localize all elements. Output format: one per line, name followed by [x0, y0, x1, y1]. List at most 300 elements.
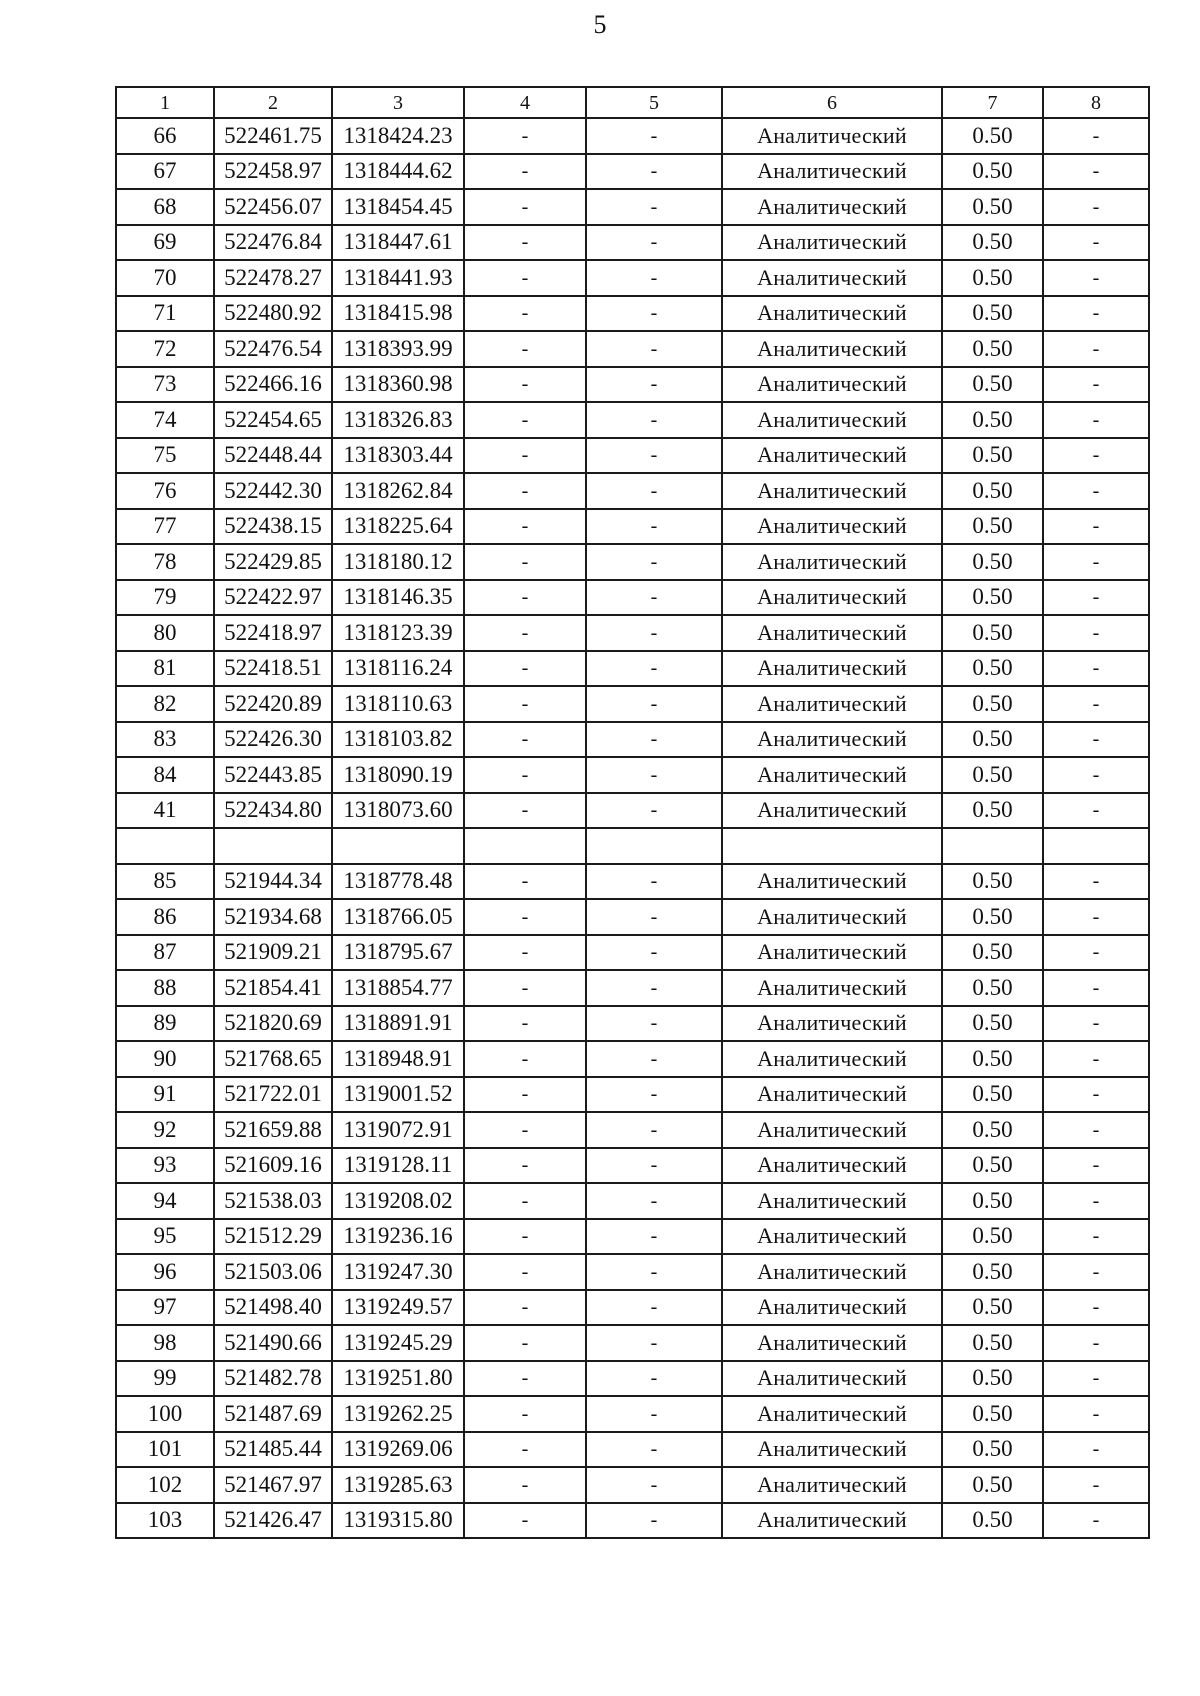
column-5-cell [586, 828, 722, 864]
method-cell: Аналитический [722, 1183, 942, 1219]
point-number-cell: 88 [116, 970, 214, 1006]
point-number-cell: 91 [116, 1077, 214, 1113]
y-coordinate-cell: 1319072.91 [332, 1112, 464, 1148]
point-number-cell: 87 [116, 935, 214, 971]
method-cell: Аналитический [722, 686, 942, 722]
table-row [116, 899, 1149, 935]
accuracy-cell: 0.50 [942, 686, 1043, 722]
x-coordinate-cell: 521426.47 [214, 1503, 332, 1539]
column-5-cell: - [586, 296, 722, 332]
column-4-cell: - [464, 615, 586, 651]
column-4-cell [464, 828, 586, 864]
table-row [116, 1467, 1149, 1503]
method-cell: Аналитический [722, 899, 942, 935]
table-row [116, 544, 1149, 580]
column-4-cell: - [464, 1467, 586, 1503]
x-coordinate-cell: 521482.78 [214, 1361, 332, 1397]
column-4-cell: - [464, 1183, 586, 1219]
header-row [116, 87, 1149, 118]
y-coordinate-cell: 1318303.44 [332, 438, 464, 474]
table-row [116, 1006, 1149, 1042]
column-4-cell: - [464, 1148, 586, 1184]
column-8-cell: - [1043, 757, 1149, 793]
x-coordinate-cell: 522454.65 [214, 402, 332, 438]
column-4-cell: - [464, 1290, 586, 1326]
table-row [116, 509, 1149, 545]
table-row [116, 757, 1149, 793]
y-coordinate-cell: 1318444.62 [332, 154, 464, 190]
accuracy-cell: 0.50 [942, 899, 1043, 935]
column-5-cell: - [586, 1077, 722, 1113]
column-5-cell: - [586, 1503, 722, 1539]
y-coordinate-cell: 1318326.83 [332, 402, 464, 438]
column-8-cell: - [1043, 331, 1149, 367]
column-5-cell: - [586, 580, 722, 616]
table-row [116, 1077, 1149, 1113]
column-8-cell: - [1043, 473, 1149, 509]
y-coordinate-cell: 1319236.16 [332, 1219, 464, 1255]
y-coordinate-cell: 1318424.23 [332, 118, 464, 154]
table-row [116, 1361, 1149, 1397]
method-cell: Аналитический [722, 935, 942, 971]
x-coordinate-cell: 522478.27 [214, 260, 332, 296]
y-coordinate-cell: 1319208.02 [332, 1183, 464, 1219]
column-8-cell: - [1043, 1325, 1149, 1361]
accuracy-cell: 0.50 [942, 1006, 1043, 1042]
column-8-cell: - [1043, 118, 1149, 154]
y-coordinate-cell: 1318447.61 [332, 225, 464, 261]
column-4-cell: - [464, 1219, 586, 1255]
column-4-cell: - [464, 260, 586, 296]
x-coordinate-cell: 522466.16 [214, 367, 332, 403]
accuracy-cell: 0.50 [942, 1290, 1043, 1326]
column-5-cell: - [586, 260, 722, 296]
column-5-cell: - [586, 615, 722, 651]
x-coordinate-cell: 522448.44 [214, 438, 332, 474]
point-number-cell: 101 [116, 1432, 214, 1468]
x-coordinate-cell: 521512.29 [214, 1219, 332, 1255]
method-cell: Аналитический [722, 793, 942, 829]
accuracy-cell: 0.50 [942, 935, 1043, 971]
x-coordinate-cell: 521659.88 [214, 1112, 332, 1148]
point-number-cell: 86 [116, 899, 214, 935]
method-cell: Аналитический [722, 651, 942, 687]
x-coordinate-cell: 522480.92 [214, 296, 332, 332]
point-number-cell: 76 [116, 473, 214, 509]
x-coordinate-cell: 522442.30 [214, 473, 332, 509]
column-5-cell: - [586, 1041, 722, 1077]
point-number-cell: 85 [116, 864, 214, 900]
column-4-cell: - [464, 402, 586, 438]
column-5-cell: - [586, 367, 722, 403]
column-4-cell: - [464, 935, 586, 971]
column-8-cell: - [1043, 1077, 1149, 1113]
x-coordinate-cell: 522429.85 [214, 544, 332, 580]
table-row [116, 402, 1149, 438]
column-4-cell: - [464, 1325, 586, 1361]
column-8-cell: - [1043, 1112, 1149, 1148]
accuracy-cell: 0.50 [942, 118, 1043, 154]
column-8-cell: - [1043, 509, 1149, 545]
column-8-cell: - [1043, 899, 1149, 935]
column-8-cell: - [1043, 1396, 1149, 1432]
y-coordinate-cell: 1318103.82 [332, 722, 464, 758]
point-number-cell: 81 [116, 651, 214, 687]
x-coordinate-cell: 522476.54 [214, 331, 332, 367]
x-coordinate-cell: 521467.97 [214, 1467, 332, 1503]
table-row [116, 1041, 1149, 1077]
point-number-cell: 90 [116, 1041, 214, 1077]
page-number: 5 [593, 10, 607, 39]
table-row [116, 615, 1149, 651]
point-number-cell: 79 [116, 580, 214, 616]
column-header: 4 [464, 87, 586, 118]
accuracy-cell: 0.50 [942, 1041, 1043, 1077]
method-cell: Аналитический [722, 1077, 942, 1113]
column-header: 7 [942, 87, 1043, 118]
column-4-cell: - [464, 757, 586, 793]
method-cell: Аналитический [722, 402, 942, 438]
method-cell: Аналитический [722, 580, 942, 616]
column-8-cell: - [1043, 1006, 1149, 1042]
column-4-cell: - [464, 1396, 586, 1432]
table-row [116, 1219, 1149, 1255]
column-5-cell: - [586, 1467, 722, 1503]
column-5-cell: - [586, 1219, 722, 1255]
method-cell: Аналитический [722, 260, 942, 296]
accuracy-cell: 0.50 [942, 189, 1043, 225]
column-header: 1 [116, 87, 214, 118]
column-4-cell: - [464, 864, 586, 900]
table-row [116, 793, 1149, 829]
column-4-cell: - [464, 899, 586, 935]
column-5-cell: - [586, 935, 722, 971]
y-coordinate-cell: 1318123.39 [332, 615, 464, 651]
accuracy-cell: 0.50 [942, 1325, 1043, 1361]
method-cell: Аналитический [722, 154, 942, 190]
table-row [116, 118, 1149, 154]
column-8-cell: - [1043, 438, 1149, 474]
x-coordinate-cell: 521768.65 [214, 1041, 332, 1077]
column-4-cell: - [464, 473, 586, 509]
column-5-cell: - [586, 1290, 722, 1326]
x-coordinate-cell: 522443.85 [214, 757, 332, 793]
method-cell: Аналитический [722, 970, 942, 1006]
accuracy-cell: 0.50 [942, 1077, 1043, 1113]
accuracy-cell: 0.50 [942, 864, 1043, 900]
column-header: 3 [332, 87, 464, 118]
column-5-cell: - [586, 1254, 722, 1290]
x-coordinate-cell: 522434.80 [214, 793, 332, 829]
accuracy-cell: 0.50 [942, 1112, 1043, 1148]
point-number-cell: 102 [116, 1467, 214, 1503]
method-cell: Аналитический [722, 296, 942, 332]
column-8-cell [1043, 828, 1149, 864]
method-cell: Аналитический [722, 1041, 942, 1077]
column-4-cell: - [464, 225, 586, 261]
method-cell: Аналитический [722, 757, 942, 793]
column-5-cell: - [586, 189, 722, 225]
y-coordinate-cell: 1319285.63 [332, 1467, 464, 1503]
column-8-cell: - [1043, 615, 1149, 651]
column-5-cell: - [586, 651, 722, 687]
accuracy-cell: 0.50 [942, 1219, 1043, 1255]
coordinates-table [115, 86, 1150, 1539]
column-5-cell: - [586, 793, 722, 829]
point-number-cell: 71 [116, 296, 214, 332]
table-row [116, 189, 1149, 225]
method-cell: Аналитический [722, 1112, 942, 1148]
y-coordinate-cell: 1318778.48 [332, 864, 464, 900]
y-coordinate-cell: 1319245.29 [332, 1325, 464, 1361]
x-coordinate-cell: 521944.34 [214, 864, 332, 900]
table-row [116, 1183, 1149, 1219]
y-coordinate-cell: 1318948.91 [332, 1041, 464, 1077]
column-5-cell: - [586, 331, 722, 367]
column-8-cell: - [1043, 686, 1149, 722]
table-row [116, 864, 1149, 900]
accuracy-cell: 0.50 [942, 1254, 1043, 1290]
column-4-cell: - [464, 331, 586, 367]
table-row [116, 1503, 1149, 1539]
table-row [116, 1148, 1149, 1184]
column-8-cell: - [1043, 722, 1149, 758]
x-coordinate-cell: 521934.68 [214, 899, 332, 935]
x-coordinate-cell: 522418.51 [214, 651, 332, 687]
method-cell: Аналитический [722, 118, 942, 154]
column-8-cell: - [1043, 225, 1149, 261]
y-coordinate-cell: 1318891.91 [332, 1006, 464, 1042]
accuracy-cell: 0.50 [942, 331, 1043, 367]
column-8-cell: - [1043, 970, 1149, 1006]
x-coordinate-cell: 522476.84 [214, 225, 332, 261]
point-number-cell: 92 [116, 1112, 214, 1148]
method-cell: Аналитический [722, 1503, 942, 1539]
y-coordinate-cell: 1318146.35 [332, 580, 464, 616]
x-coordinate-cell: 521854.41 [214, 970, 332, 1006]
column-8-cell: - [1043, 189, 1149, 225]
x-coordinate-cell: 522418.97 [214, 615, 332, 651]
column-5-cell: - [586, 722, 722, 758]
point-number-cell: 83 [116, 722, 214, 758]
accuracy-cell: 0.50 [942, 1396, 1043, 1432]
table-row [116, 828, 1149, 864]
column-4-cell: - [464, 793, 586, 829]
column-8-cell: - [1043, 1467, 1149, 1503]
column-4-cell: - [464, 544, 586, 580]
point-number-cell: 100 [116, 1396, 214, 1432]
accuracy-cell: 0.50 [942, 544, 1043, 580]
column-4-cell: - [464, 1432, 586, 1468]
table-row [116, 580, 1149, 616]
column-5-cell: - [586, 1325, 722, 1361]
column-5-cell: - [586, 1432, 722, 1468]
accuracy-cell: 0.50 [942, 580, 1043, 616]
point-number-cell: 69 [116, 225, 214, 261]
column-4-cell: - [464, 1503, 586, 1539]
x-coordinate-cell: 521490.66 [214, 1325, 332, 1361]
point-number-cell: 72 [116, 331, 214, 367]
method-cell: Аналитический [722, 189, 942, 225]
column-4-cell: - [464, 118, 586, 154]
y-coordinate-cell: 1318393.99 [332, 331, 464, 367]
point-number-cell: 73 [116, 367, 214, 403]
column-8-cell: - [1043, 544, 1149, 580]
column-8-cell: - [1043, 1290, 1149, 1326]
table-row [116, 970, 1149, 1006]
table-row [116, 331, 1149, 367]
x-coordinate-cell: 521538.03 [214, 1183, 332, 1219]
point-number-cell: 78 [116, 544, 214, 580]
column-4-cell: - [464, 296, 586, 332]
accuracy-cell: 0.50 [942, 722, 1043, 758]
point-number-cell: 95 [116, 1219, 214, 1255]
column-5-cell: - [586, 473, 722, 509]
column-header: 8 [1043, 87, 1149, 118]
method-cell: Аналитический [722, 1396, 942, 1432]
column-8-cell: - [1043, 367, 1149, 403]
column-5-cell: - [586, 757, 722, 793]
column-4-cell: - [464, 509, 586, 545]
method-cell: Аналитический [722, 1467, 942, 1503]
column-5-cell: - [586, 864, 722, 900]
method-cell: Аналитический [722, 544, 942, 580]
column-4-cell: - [464, 1254, 586, 1290]
column-header: 2 [214, 87, 332, 118]
y-coordinate-cell: 1318441.93 [332, 260, 464, 296]
point-number-cell: 74 [116, 402, 214, 438]
table-row [116, 722, 1149, 758]
x-coordinate-cell: 521498.40 [214, 1290, 332, 1326]
column-8-cell: - [1043, 1183, 1149, 1219]
column-8-cell: - [1043, 1219, 1149, 1255]
table-row [116, 1290, 1149, 1326]
x-coordinate-cell: 522456.07 [214, 189, 332, 225]
y-coordinate-cell: 1319247.30 [332, 1254, 464, 1290]
accuracy-cell: 0.50 [942, 367, 1043, 403]
column-8-cell: - [1043, 935, 1149, 971]
x-coordinate-cell: 521503.06 [214, 1254, 332, 1290]
y-coordinate-cell: 1319128.11 [332, 1148, 464, 1184]
method-cell: Аналитический [722, 331, 942, 367]
column-header: 6 [722, 87, 942, 118]
accuracy-cell: 0.50 [942, 402, 1043, 438]
column-8-cell: - [1043, 154, 1149, 190]
column-5-cell: - [586, 509, 722, 545]
y-coordinate-cell: 1318766.05 [332, 899, 464, 935]
column-5-cell: - [586, 1148, 722, 1184]
column-5-cell: - [586, 544, 722, 580]
column-5-cell: - [586, 438, 722, 474]
y-coordinate-cell: 1318454.45 [332, 189, 464, 225]
y-coordinate-cell: 1319262.25 [332, 1396, 464, 1432]
x-coordinate-cell: 522461.75 [214, 118, 332, 154]
column-5-cell: - [586, 225, 722, 261]
point-number-cell: 84 [116, 757, 214, 793]
column-4-cell: - [464, 1361, 586, 1397]
y-coordinate-cell: 1318116.24 [332, 651, 464, 687]
method-cell: Аналитический [722, 438, 942, 474]
y-coordinate-cell: 1318180.12 [332, 544, 464, 580]
point-number-cell: 80 [116, 615, 214, 651]
column-8-cell: - [1043, 1254, 1149, 1290]
column-5-cell: - [586, 402, 722, 438]
method-cell: Аналитический [722, 1325, 942, 1361]
point-number-cell: 89 [116, 1006, 214, 1042]
column-8-cell: - [1043, 864, 1149, 900]
point-number-cell: 103 [116, 1503, 214, 1539]
x-coordinate-cell: 522458.97 [214, 154, 332, 190]
x-coordinate-cell: 522438.15 [214, 509, 332, 545]
method-cell: Аналитический [722, 509, 942, 545]
table-body [116, 118, 1149, 1538]
method-cell: Аналитический [722, 722, 942, 758]
column-5-cell: - [586, 118, 722, 154]
method-cell: Аналитический [722, 1290, 942, 1326]
table-row [116, 154, 1149, 190]
column-4-cell: - [464, 580, 586, 616]
column-4-cell: - [464, 651, 586, 687]
x-coordinate-cell: 521722.01 [214, 1077, 332, 1113]
column-8-cell: - [1043, 1041, 1149, 1077]
point-number-cell: 67 [116, 154, 214, 190]
method-cell: Аналитический [722, 864, 942, 900]
column-5-cell: - [586, 686, 722, 722]
table-row [116, 1432, 1149, 1468]
y-coordinate-cell: 1318073.60 [332, 793, 464, 829]
table-row [116, 1325, 1149, 1361]
table-row [116, 225, 1149, 261]
accuracy-cell: 0.50 [942, 438, 1043, 474]
table-row [116, 651, 1149, 687]
table-row [116, 1254, 1149, 1290]
x-coordinate-cell: 521820.69 [214, 1006, 332, 1042]
accuracy-cell: 0.50 [942, 793, 1043, 829]
column-4-cell: - [464, 438, 586, 474]
method-cell: Аналитический [722, 615, 942, 651]
accuracy-cell: 0.50 [942, 260, 1043, 296]
point-number-cell: 82 [116, 686, 214, 722]
column-8-cell: - [1043, 1503, 1149, 1539]
method-cell: Аналитический [722, 1219, 942, 1255]
accuracy-cell: 0.50 [942, 154, 1043, 190]
accuracy-cell: 0.50 [942, 651, 1043, 687]
y-coordinate-cell: 1319001.52 [332, 1077, 464, 1113]
point-number-cell: 66 [116, 118, 214, 154]
column-4-cell: - [464, 1112, 586, 1148]
accuracy-cell [942, 828, 1043, 864]
table-row [116, 1112, 1149, 1148]
method-cell: Аналитический [722, 1254, 942, 1290]
point-number-cell: 93 [116, 1148, 214, 1184]
column-5-cell: - [586, 1006, 722, 1042]
column-4-cell: - [464, 189, 586, 225]
x-coordinate-cell: 521487.69 [214, 1396, 332, 1432]
column-5-cell: - [586, 899, 722, 935]
y-coordinate-cell: 1319315.80 [332, 1503, 464, 1539]
column-8-cell: - [1043, 260, 1149, 296]
column-5-cell: - [586, 1112, 722, 1148]
column-8-cell: - [1043, 402, 1149, 438]
table-row [116, 296, 1149, 332]
accuracy-cell: 0.50 [942, 296, 1043, 332]
accuracy-cell: 0.50 [942, 1467, 1043, 1503]
x-coordinate-cell: 522420.89 [214, 686, 332, 722]
table-row [116, 935, 1149, 971]
y-coordinate-cell: 1318262.84 [332, 473, 464, 509]
accuracy-cell: 0.50 [942, 1503, 1043, 1539]
column-8-cell: - [1043, 580, 1149, 616]
